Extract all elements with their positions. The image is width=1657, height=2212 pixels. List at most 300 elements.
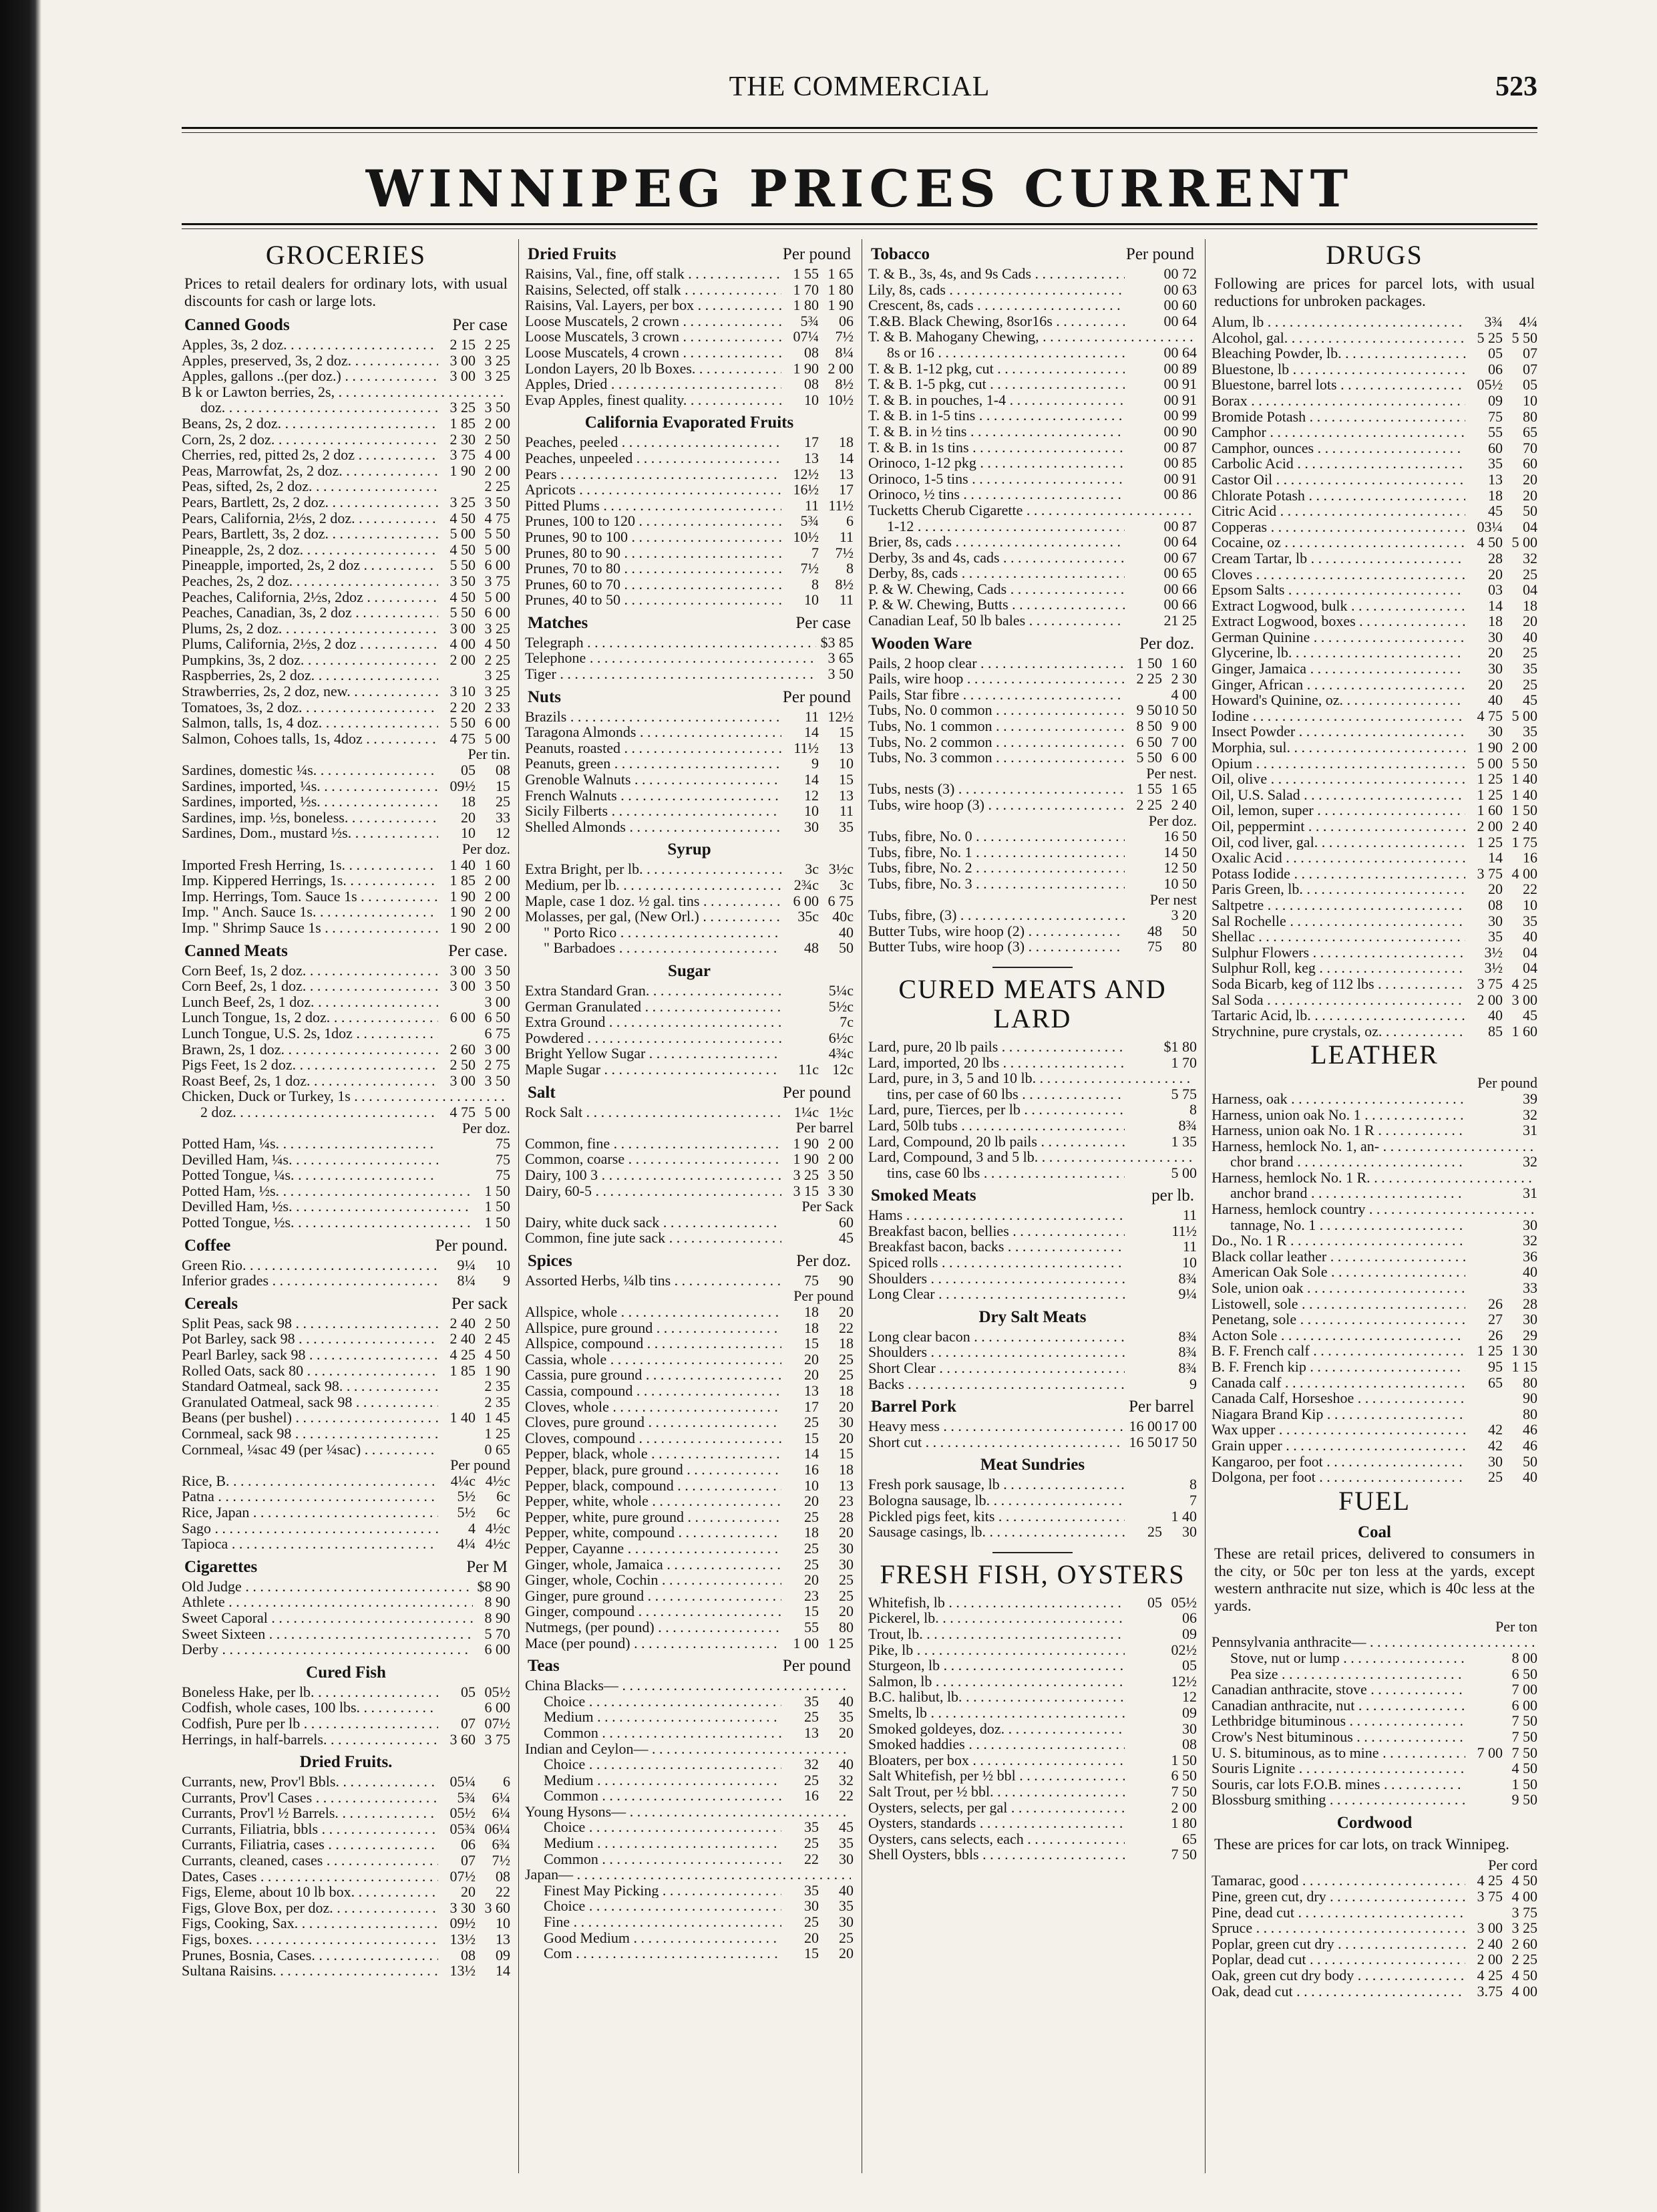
item-prices <box>438 1257 510 1273</box>
price-value: 12c <box>832 1061 854 1078</box>
price-value: 32 <box>804 1756 819 1772</box>
item-name: Poplar, green cut dry . . . <box>1212 1936 1465 1952</box>
price-value: 0 65 <box>484 1441 510 1458</box>
price-row <box>525 1167 854 1183</box>
column-groceries <box>182 239 510 2173</box>
item-prices <box>1125 1626 1197 1642</box>
item-name: Extra Standard Gran. . . . <box>525 983 781 999</box>
price-value: 32 <box>1523 1154 1537 1170</box>
item-name: Common, fine jute sack . . . <box>525 1230 781 1246</box>
item-name: Figs, Cooking, Sax. . . . <box>182 1915 438 1931</box>
category-header <box>525 243 854 266</box>
item-prices <box>438 1716 510 1732</box>
price-value: 7½ <box>835 329 854 345</box>
item-prices <box>1125 1524 1197 1540</box>
item-prices <box>1465 345 1537 361</box>
column-divider <box>1205 239 1206 2173</box>
price-value: 16 50 <box>1129 1434 1162 1450</box>
price-value: 11 <box>839 803 854 819</box>
item-prices <box>781 1694 854 1710</box>
category-unit: Per pound <box>782 245 851 263</box>
item-name: Strawberries, 2s, 2 doz, new. . . . <box>182 683 438 699</box>
item-prices <box>781 1772 854 1788</box>
price-value: 3 00 <box>449 368 476 384</box>
price-row <box>1212 897 1537 913</box>
price-value: 2 00 <box>827 1151 854 1167</box>
price-row <box>525 925 854 941</box>
item-name: Salmon, talls, 1s, 4 doz. . . . <box>182 715 438 731</box>
column-tobacco-meats <box>868 239 1197 2173</box>
price-value: 3 10 <box>449 683 476 699</box>
price-value: 5 50 <box>449 557 476 573</box>
price-value: 1 40 <box>449 1410 476 1426</box>
price-row <box>525 482 854 498</box>
price-value: 7 00 <box>1477 1744 1503 1761</box>
item-prices <box>851 1867 854 1883</box>
price-row <box>868 1207 1197 1223</box>
price-row <box>868 597 1197 613</box>
item-prices <box>438 510 510 526</box>
price-row <box>1212 488 1537 504</box>
item-prices <box>438 1947 510 1963</box>
item-name: Opium . . . <box>1212 756 1465 772</box>
price-row <box>182 1774 510 1790</box>
item-prices <box>781 1525 854 1541</box>
price-list <box>1212 1091 1537 1485</box>
price-value: 42 <box>1488 1437 1503 1454</box>
item-prices <box>1465 567 1537 583</box>
price-value: 2 35 <box>484 1394 510 1410</box>
price-list <box>525 983 854 1078</box>
item-prices <box>1465 1698 1537 1714</box>
item-name: Lethbridge bituminous . . . <box>1212 1713 1465 1729</box>
price-value: 08 <box>1182 1736 1197 1752</box>
price-value: 35 <box>1523 724 1537 740</box>
item-prices <box>1194 329 1197 345</box>
item-name: Sicily Filberts . . . <box>525 803 781 819</box>
price-value: 3 50 <box>827 1166 854 1183</box>
item-name: Oil, U.S. Salad . . . <box>1212 787 1465 803</box>
price-row <box>525 450 854 466</box>
price-value: 3.75 <box>1477 1983 1503 2000</box>
price-row <box>182 873 510 889</box>
item-prices <box>438 994 510 1010</box>
price-value: 2 25 <box>484 651 510 668</box>
price-value: 2¾c <box>793 877 819 893</box>
item-name: Ginger, whole, Cochin . . . <box>525 1572 781 1588</box>
item-name: Sardines, domestic ¼s. . . . <box>182 762 438 778</box>
item-prices <box>1125 1705 1197 1721</box>
price-row <box>182 963 510 979</box>
price-row <box>525 1414 854 1430</box>
section-heading: FRESH FISH, OYSTERS <box>880 1559 1185 1589</box>
price-value: 11½ <box>1171 1223 1197 1239</box>
price-row <box>182 1869 510 1885</box>
item-prices <box>1535 1170 1537 1186</box>
item-name: Souris Lignite . . . <box>1212 1760 1465 1776</box>
item-name: Orinoco, ½ tins . . . <box>868 486 1125 502</box>
price-row <box>182 1700 510 1716</box>
price-row <box>1212 1454 1537 1470</box>
item-name: Imp. Kippered Herrings, 1s. . . . <box>182 873 438 889</box>
column-drugs-leather-fuel <box>1212 239 1537 2173</box>
price-value: 65 <box>1182 1831 1197 1847</box>
price-value: 07½ <box>449 1868 476 1885</box>
header-rule-thin <box>182 132 1537 133</box>
item-name: Oil, peppermint . . . <box>1212 818 1465 834</box>
item-name: Indian and Ceylon— . . . <box>525 1741 851 1757</box>
item-prices <box>1125 313 1197 329</box>
price-row <box>182 447 510 463</box>
price-value: 26 <box>1488 1295 1503 1312</box>
price-value: 3c <box>840 877 854 893</box>
item-name: Devilled Ham, ¼s. . . . <box>182 1152 438 1168</box>
item-prices <box>1125 613 1197 629</box>
item-name: Common, coarse . . . <box>525 1151 781 1167</box>
price-value: 13 <box>496 1931 510 1947</box>
price-row <box>868 565 1197 581</box>
price-value: 16 50 <box>1163 828 1197 844</box>
item-name: Imp. " Shrimp Sauce 1s . . . <box>182 920 438 936</box>
item-name: B. F. French kip . . . <box>1212 1359 1465 1375</box>
price-value: 31 <box>1523 1122 1537 1138</box>
price-list <box>525 1215 854 1246</box>
price-row <box>182 1594 510 1610</box>
item-prices <box>438 1821 510 1837</box>
item-name: Derby, 8s, cads . . . <box>868 565 1125 581</box>
item-prices <box>1125 1360 1197 1376</box>
item-prices <box>781 1304 854 1320</box>
price-value: 13 <box>839 787 854 804</box>
price-value: 17 00 <box>1163 1418 1197 1434</box>
item-name: Extract Logwood, bulk . . . <box>1212 598 1465 614</box>
item-name: T. & B. 1-5 pkg, cut . . . <box>868 376 1125 392</box>
price-value: 1 90 <box>449 462 476 479</box>
price-value: 35 <box>839 1709 854 1725</box>
item-prices <box>1125 1847 1197 1863</box>
item-name: Sulphur Flowers . . . <box>1212 945 1465 961</box>
price-value: 1 25 <box>827 1635 854 1651</box>
item-prices <box>1465 456 1537 472</box>
price-value: 20 <box>804 1929 819 1946</box>
item-name: Finest May Picking . . . <box>544 1883 781 1899</box>
price-row <box>525 345 854 361</box>
item-name: Penetang, sole . . . <box>1212 1311 1465 1327</box>
item-name: 1-12 . . . <box>887 518 1125 534</box>
price-row <box>1212 1936 1537 1952</box>
price-value: 30 <box>839 1914 854 1930</box>
price-value: 07 <box>461 1853 476 1869</box>
item-prices <box>781 1572 854 1588</box>
publication-name: THE COMMERCIAL <box>729 71 990 102</box>
price-value: 05½ <box>1477 377 1503 393</box>
price-row <box>1212 1650 1537 1666</box>
price-value: 11c <box>798 1061 819 1078</box>
price-row <box>525 561 854 577</box>
price-list <box>182 963 510 1120</box>
item-name: Smoked haddies . . . <box>868 1736 1125 1752</box>
item-prices <box>438 1104 510 1120</box>
item-prices <box>1125 1642 1197 1658</box>
item-prices <box>1465 330 1537 346</box>
price-value: 2 40 <box>1171 797 1197 813</box>
item-prices <box>508 384 510 400</box>
price-row <box>182 1363 510 1379</box>
price-row <box>1212 1406 1537 1422</box>
item-prices <box>781 803 854 819</box>
price-value: 25 <box>804 1414 819 1430</box>
price-value: 1 90 <box>793 1135 819 1152</box>
price-row <box>525 592 854 608</box>
newspaper-page <box>182 64 1537 2182</box>
price-row <box>525 803 854 819</box>
item-name: Currants, new, Prov'l Bbls. . . . <box>182 1774 438 1790</box>
price-value: 09 <box>1182 1704 1197 1721</box>
item-prices <box>1125 1086 1197 1102</box>
item-name: Oysters, standards . . . <box>868 1815 1125 1831</box>
price-row <box>1212 1951 1537 1967</box>
price-list <box>182 1579 510 1657</box>
price-row <box>868 1360 1197 1376</box>
price-row <box>182 667 510 683</box>
unit-label: Per cord <box>1488 1856 1537 1873</box>
price-row <box>868 345 1197 361</box>
price-row <box>182 526 510 542</box>
price-row <box>868 471 1197 487</box>
price-list <box>868 1418 1197 1450</box>
item-name: Sardines, imported, ¼s. . . . <box>182 778 438 794</box>
item-name: Taragona Almonds . . . <box>525 724 781 740</box>
price-value: 7½ <box>835 544 854 561</box>
category-title: Dried Fruits <box>528 245 616 263</box>
price-value: 3 00 <box>449 1072 476 1089</box>
item-prices <box>438 963 510 979</box>
item-prices <box>781 529 854 545</box>
item-name: " Barbadoes . . . <box>544 940 781 956</box>
price-row <box>182 1821 510 1837</box>
item-prices <box>1465 1469 1537 1485</box>
price-value: 5 00 <box>484 589 510 605</box>
price-value: 17 <box>804 1398 819 1415</box>
item-name: Poplar, dead cut . . . <box>1212 1951 1465 1967</box>
price-value: 00 60 <box>1163 297 1197 313</box>
item-prices <box>1465 1438 1537 1454</box>
price-value: 20 <box>839 1304 854 1320</box>
item-prices <box>1465 1406 1537 1422</box>
title-rule <box>182 223 1537 225</box>
item-name: 8s or 16 . . . <box>887 345 1125 361</box>
price-value: 35 <box>804 1819 819 1836</box>
item-name: T. & B., 3s, 4s, and 9s Cads . . . <box>868 266 1125 282</box>
price-row <box>868 613 1197 629</box>
price-row <box>182 1073 510 1089</box>
item-prices <box>1465 1889 1537 1905</box>
price-row <box>868 266 1197 282</box>
price-value: 15 <box>839 772 854 788</box>
section-heading: LEATHER <box>1310 1040 1439 1070</box>
item-name: Dairy, 100 3 . . . <box>525 1167 781 1183</box>
price-row <box>868 828 1197 844</box>
price-value: 2 00 <box>1477 991 1503 1008</box>
price-value: 8 90 <box>484 1594 510 1610</box>
item-name: Tubs, No. 3 common . . . <box>868 750 1125 766</box>
price-value: 00 72 <box>1163 266 1197 282</box>
price-value: 18 <box>1523 597 1537 614</box>
price-value: 2 00 <box>484 888 510 905</box>
item-name: Plums, 2s, 2 doz. . . . <box>182 621 438 637</box>
price-row <box>868 518 1197 534</box>
price-row <box>868 1118 1197 1134</box>
item-name: Extra Ground . . . <box>525 1014 781 1030</box>
price-value: 30 <box>804 818 819 835</box>
price-row <box>182 589 510 605</box>
section-note: These are prices for car lots, on track Winnipeg. <box>1214 1835 1509 1853</box>
price-value: 05¾ <box>449 1821 476 1837</box>
price-value: 80 <box>1523 1374 1537 1391</box>
item-name: Prunes, 40 to 50 . . . <box>525 592 781 608</box>
item-name: T. & B. 1-12 pkg, cut . . . <box>868 361 1125 377</box>
price-row <box>182 715 510 731</box>
price-value: 3½ <box>1484 960 1503 976</box>
price-value: 5¾ <box>800 513 819 529</box>
item-name: T. & B. Mahogany Chewing, . . . <box>868 329 1194 345</box>
item-prices <box>1125 939 1197 955</box>
item-name: Pine, dead cut . . . <box>1212 1905 1465 1921</box>
item-prices <box>781 1430 854 1446</box>
price-value: 45 <box>839 1819 854 1836</box>
item-prices <box>781 1030 854 1046</box>
item-prices <box>438 1009 510 1025</box>
price-value: 4¾c <box>828 1046 854 1062</box>
price-value: 25 <box>496 794 510 810</box>
price-value: 00 91 <box>1163 391 1197 408</box>
item-prices <box>438 1837 510 1853</box>
price-value: 1½c <box>828 1104 854 1120</box>
price-value: 4 <box>468 1520 476 1537</box>
item-name: Pine, green cut, dry . . . <box>1212 1889 1465 1905</box>
price-value: 1 40 <box>1171 1508 1197 1525</box>
price-value: 22 <box>839 1788 854 1804</box>
item-prices <box>781 1541 854 1557</box>
price-row <box>182 920 510 936</box>
item-prices <box>438 1963 510 1979</box>
item-name: Currants, Filiatria, bbls . . . <box>182 1821 438 1837</box>
price-value: 70 <box>1523 440 1537 456</box>
price-value: 6 <box>846 513 854 529</box>
item-prices <box>1465 1264 1537 1280</box>
item-name: Figs, boxes. . . . <box>182 1931 438 1947</box>
item-prices <box>438 589 510 605</box>
price-value: 35c <box>797 909 819 925</box>
item-name: Cloves, compound . . . <box>525 1430 781 1446</box>
item-name: Brawn, 2s, 1 doz. . . . <box>182 1042 438 1058</box>
price-row <box>182 1442 510 1458</box>
price-value: 9 <box>1189 1376 1197 1392</box>
item-prices <box>781 983 854 999</box>
price-value: 4 50 <box>449 510 476 526</box>
price-list <box>182 1136 510 1231</box>
item-prices <box>1465 802 1537 818</box>
price-row <box>868 361 1197 377</box>
price-value: 3 25 <box>449 494 476 510</box>
price-value: 4½c <box>485 1520 510 1537</box>
item-prices <box>781 819 854 835</box>
price-value: 09½ <box>449 1915 476 1932</box>
item-name: Athlete . . . <box>182 1594 473 1610</box>
item-name: Imp. Herrings, Tom. Sauce 1s . . . <box>182 889 438 905</box>
item-name: tannage, No. 1 . . . <box>1230 1217 1465 1233</box>
price-value: 8 <box>1189 1102 1197 1118</box>
item-name: Hams . . . <box>868 1207 1125 1223</box>
item-name: Loose Muscatels, 3 crown . . . <box>525 329 781 345</box>
price-value: 06 <box>839 313 854 329</box>
item-name: Ginger, whole, Jamaica . . . <box>525 1557 781 1573</box>
price-value: 4 00 <box>1511 865 1537 882</box>
item-name: Currants, cleaned, cases . . . <box>182 1853 438 1869</box>
price-row <box>525 1493 854 1509</box>
item-name: Ginger, African . . . <box>1212 677 1465 693</box>
item-prices <box>1465 661 1537 677</box>
item-name: Niagara Brand Kip . . . <box>1212 1406 1465 1422</box>
item-prices <box>781 498 854 514</box>
price-row <box>868 1165 1197 1181</box>
item-name: Tomatoes, 3s, 2 doz. . . . <box>182 699 438 716</box>
price-value: 08 <box>461 1947 476 1963</box>
item-name: Paris Green, lb. . . . <box>1212 881 1465 897</box>
price-row <box>868 1626 1197 1642</box>
price-value: 2 50 <box>484 1315 510 1331</box>
price-value: 35 <box>839 1835 854 1851</box>
price-row <box>182 1488 510 1505</box>
price-value: 25 <box>804 1835 819 1851</box>
price-value: 1 40 <box>1511 786 1537 803</box>
item-prices <box>1465 361 1537 377</box>
price-value: 9 50 <box>1136 702 1162 719</box>
price-row <box>868 408 1197 424</box>
price-row <box>525 1273 854 1289</box>
item-prices <box>438 1853 510 1869</box>
unit-label: Per ton <box>1495 1617 1537 1635</box>
item-prices <box>438 1774 510 1790</box>
price-row <box>1212 314 1537 330</box>
item-name: Nutmegs, (per pound) . . . <box>525 1619 781 1635</box>
item-prices <box>781 1478 854 1494</box>
price-value: 1 30 <box>1511 1343 1537 1359</box>
price-value: 5 50 <box>1511 755 1537 772</box>
price-value: 00 65 <box>1163 565 1197 581</box>
item-name: Prunes, 100 to 120 . . . <box>525 513 781 529</box>
item-prices <box>438 1315 510 1331</box>
item-name: Souris, car lots F.O.B. mines . . . <box>1212 1776 1465 1792</box>
item-name: Tapioca . . . <box>182 1536 438 1552</box>
price-value: 20 <box>1488 566 1503 583</box>
price-row <box>182 762 510 778</box>
price-value: 5 50 <box>484 526 510 542</box>
item-name: Camphor, ounces . . . <box>1212 440 1465 456</box>
item-prices <box>781 329 854 345</box>
price-row <box>1212 1233 1537 1249</box>
item-prices <box>438 904 510 920</box>
price-value: 2 00 <box>484 415 510 432</box>
section-heading: FUEL <box>1338 1485 1411 1516</box>
price-value: 2 00 <box>484 462 510 479</box>
category-title: Meat Sundries <box>980 1456 1085 1474</box>
price-list <box>525 1304 854 1651</box>
price-value: 15 <box>804 1945 819 1961</box>
category-unit: per lb. <box>1151 1187 1194 1205</box>
price-value: 80 <box>1523 408 1537 425</box>
price-value: 3 25 <box>484 667 510 684</box>
